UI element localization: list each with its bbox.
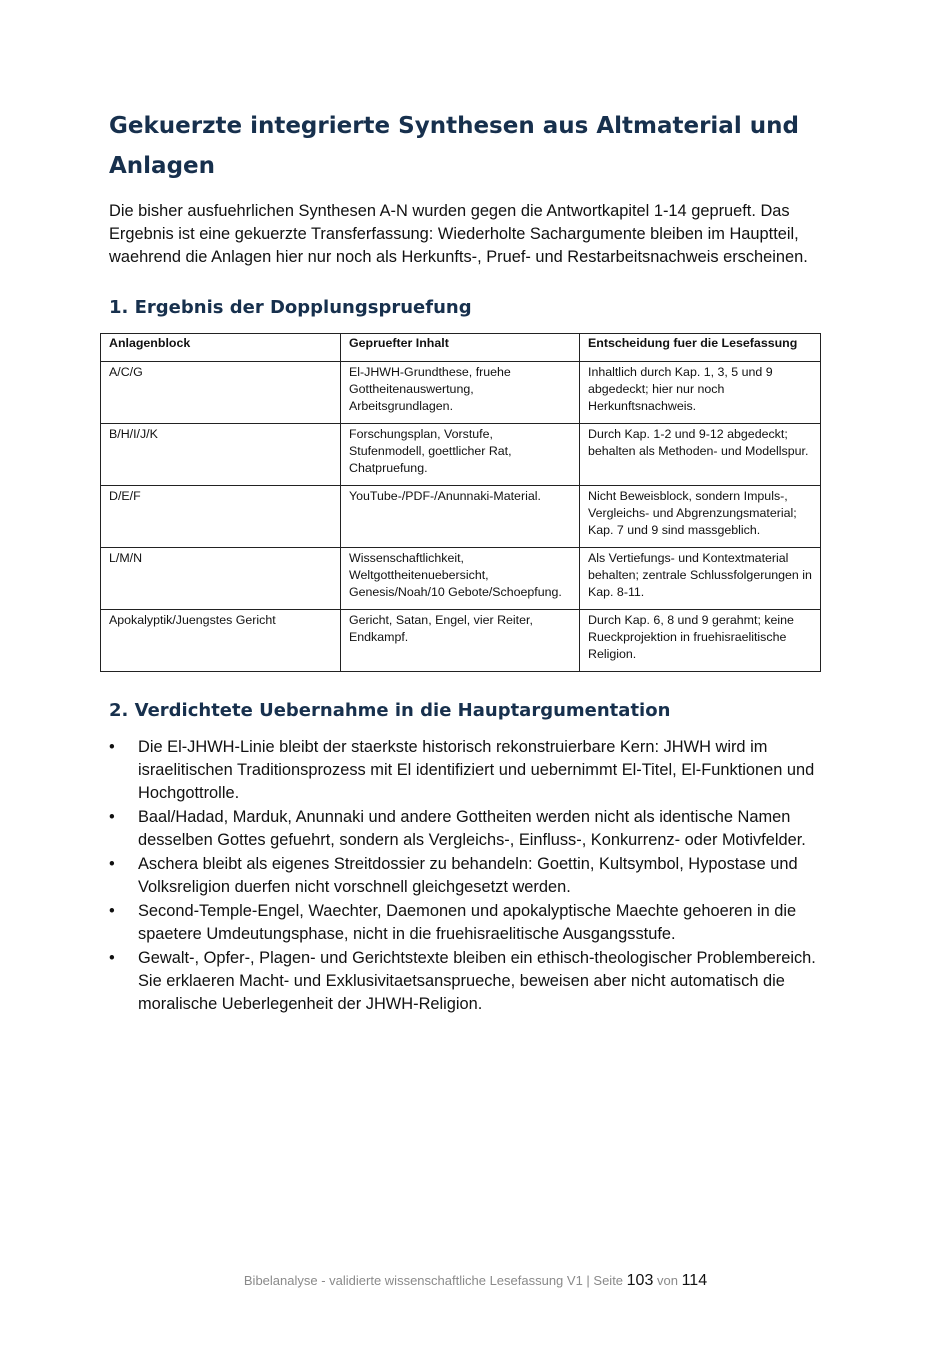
table-row (101, 362, 821, 424)
table-header-cell: Gepruefter Inhalt (341, 334, 580, 362)
table-cell: D/E/F (101, 486, 341, 548)
list-item-text: Aschera bleibt als eigenes Streitdossier zu behandeln: Goettin, Kultsymbol, Hypostase und Volksreligion duerfen nicht vorschnell gleichgesetzt werden. (138, 855, 798, 896)
argument-bullet-list (109, 736, 844, 1016)
page-footer (0, 1272, 951, 1290)
page-number: 103 (626, 1272, 654, 1289)
table-cell: Inhaltlich durch Kap. 1, 3, 5 und 9 abgedeckt; hier nur noch Herkunftsnachweis. (580, 362, 821, 424)
list-item-text: Die El-JHWH-Linie bleibt der staerkste historisch rekonstruierbare Kern: JHWH wird im israelitischen Traditionsprozess mit El identifiziert und uebernimmt El-Titel, El-Funktionen und Hochgottrolle. (138, 738, 815, 802)
table-row (101, 610, 821, 672)
section-2-heading: 2. Verdichtete Uebernahme in die Hauptargumentation (109, 700, 671, 721)
table-cell: A/C/G (101, 362, 341, 424)
intro-paragraph: Die bisher ausfuehrlichen Synthesen A-N wurden gegen die Antwortkapitel 1-14 geprueft. Das Ergebnis ist eine gekuerzte Transferfassung: Wiederholte Sachargumente bleiben im Hauptteil, waehrend die Anlagen hier nur noch als Herkunfts-, Pruef- und Restarbeitsnachweis erscheinen. (109, 202, 808, 266)
duplicate-check-table (100, 333, 821, 672)
bullet-icon: • (109, 949, 115, 967)
list-item-text: Second-Temple-Engel, Waechter, Daemonen und apokalyptische Maechte gehoeren in die spaetere Umdeutungsphase, nicht in die fruehisraelitische Ausgangsstufe. (138, 902, 797, 943)
bullet-icon: • (109, 738, 115, 756)
footer-text: Bibelanalyse - validierte wissenschaftliche Lesefassung V1 | Seite (243, 1273, 624, 1288)
footer-of-label: von (656, 1273, 678, 1288)
document-title: Gekuerzte integrierte Synthesen aus Altmaterial und Anlagen (109, 113, 799, 179)
table-row (101, 486, 821, 548)
table-cell: Nicht Beweisblock, sondern Impuls-, Vergleichs- und Abgrenzungsmaterial; Kap. 7 und 9 sind massgeblich. (580, 486, 821, 548)
list-item (109, 806, 844, 852)
page-content (109, 106, 844, 1017)
table-header-cell: Entscheidung fuer die Lesefassung (580, 334, 821, 362)
table-cell: Gericht, Satan, Engel, vier Reiter, Endkampf. (341, 610, 580, 672)
list-item (109, 736, 844, 805)
table-cell: Durch Kap. 1-2 und 9-12 abgedeckt; behalten als Methoden- und Modellspur. (580, 424, 821, 486)
table-cell: B/H/I/J/K (101, 424, 341, 486)
list-item (109, 900, 844, 946)
table-row (101, 548, 821, 610)
list-item (109, 947, 844, 1016)
table-cell: El-JHWH-Grundthese, fruehe Gottheitenauswertung, Arbeitsgrundlagen. (341, 362, 580, 424)
list-item-text: Baal/Hadad, Marduk, Anunnaki und andere Gottheiten werden nicht als identische Namen desselben Gottes gefuehrt, sondern als Vergleichs-, Einfluss-, Konkurrenz- oder Motivfelder. (138, 808, 806, 849)
table-cell: Wissenschaftlichkeit, Weltgottheitenuebersicht, Genesis/Noah/10 Gebote/Schoepfung. (341, 548, 580, 610)
bullet-icon: • (109, 902, 115, 920)
list-item-text: Gewalt-, Opfer-, Plagen- und Gerichtstexte bleiben ein ethisch-theologischer Problembereich. Sie erklaeren Macht- und Exklusivitaetsansprueche, beweisen aber nicht automatisch die moralische Ueberlegenheit der JHWH-Religion. (138, 949, 816, 1013)
table-row (101, 424, 821, 486)
table-cell: Apokalyptik/Juengstes Gericht (101, 610, 341, 672)
list-item (109, 853, 844, 899)
table-header-row (101, 334, 821, 362)
table-cell: L/M/N (101, 548, 341, 610)
table-cell: YouTube-/PDF-/Anunnaki-Material. (341, 486, 580, 548)
bullet-icon: • (109, 808, 115, 826)
bullet-icon: • (109, 855, 115, 873)
table-cell: Forschungsplan, Vorstufe, Stufenmodell, goettlicher Rat, Chatpruefung. (341, 424, 580, 486)
table-cell: Als Vertiefungs- und Kontextmaterial behalten; zentrale Schlussfolgerungen in Kap. 8-11. (580, 548, 821, 610)
table-cell: Durch Kap. 6, 8 und 9 gerahmt; keine Rueckprojektion in fruehisraelitische Religion. (580, 610, 821, 672)
table-header-cell: Anlagenblock (101, 334, 341, 362)
section-1-heading: 1. Ergebnis der Dopplungspruefung (109, 297, 472, 318)
page-total: 114 (681, 1272, 708, 1289)
